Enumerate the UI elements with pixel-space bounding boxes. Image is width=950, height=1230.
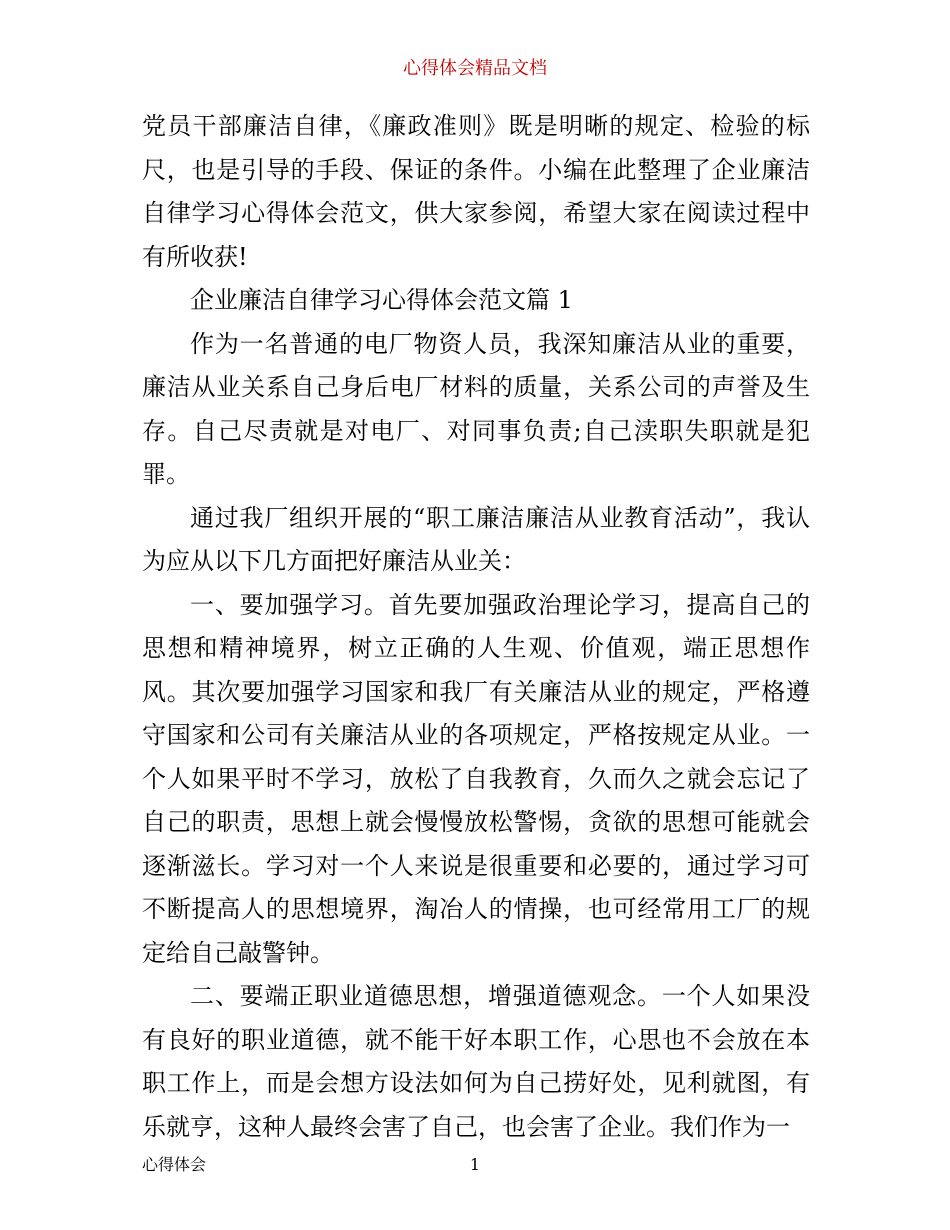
body-paragraph-1: 作为一名普通的电厂物资人员，我深知廉洁从业的重要，廉洁从业关系自己身后电厂材料的质量，关系公司的声誉及生存。自己尽责就是对电厂、对同事负责;自己渎职失职就是犯罪。: [142, 329, 810, 488]
page-number: 1: [469, 1155, 481, 1174]
section-title: 企业廉洁自律学习心得体会范文篇 1: [190, 286, 573, 314]
body-paragraph-4: 二、要端正职业道德思想，增强道德观念。一个人如果没有良好的职业道德，就不能干好本职工作，心思也不会放在本职工作上，而是会想方设法如何为自己捞好处，见利就图，有乐就亨，这种人最终会害了自己，也会害了企业。我们作为一: [142, 982, 810, 1141]
footer-label: 心得体会: [142, 1155, 207, 1174]
intro-paragraph: 党员干部廉洁自律，《廉政准则》既是明晰的规定、检验的标尺，也是引导的手段、保证的条件。小编在此整理了企业廉洁自律学习心得体会范文，供大家参阅，希望大家在阅读过程中有所收获!: [142, 112, 810, 271]
body-paragraph-2: 通过我厂组织开展的“职工廉洁廉洁从业教育活动”，我认为应从以下几方面把好廉洁从业关：: [142, 503, 810, 575]
body-paragraph-3: 一、要加强学习。首先要加强政治理论学习，提高自己的思想和精神境界，树立正确的人生观、价值观，端正思想作风。其次要加强学习国家和我厂有关廉洁从业的规定，严格遵守国家和公司有关廉洁从业的各项规定，严格按规定从业。一个人如果平时不学习，放松了自我教育，久而久之就会忘记了自己的职责，思想上就会慢慢放松警惕，贪欲的思想可能就会逐渐滋长。学习对一个人来说是很重要和必要的，通过学习可不断提高人的思想境界，淘冶人的情操，也可经常用工厂的规定给自己敲警钟。: [142, 590, 810, 967]
document-body: [142, 105, 810, 1149]
document-header: 心得体会精品文档: [403, 58, 547, 79]
